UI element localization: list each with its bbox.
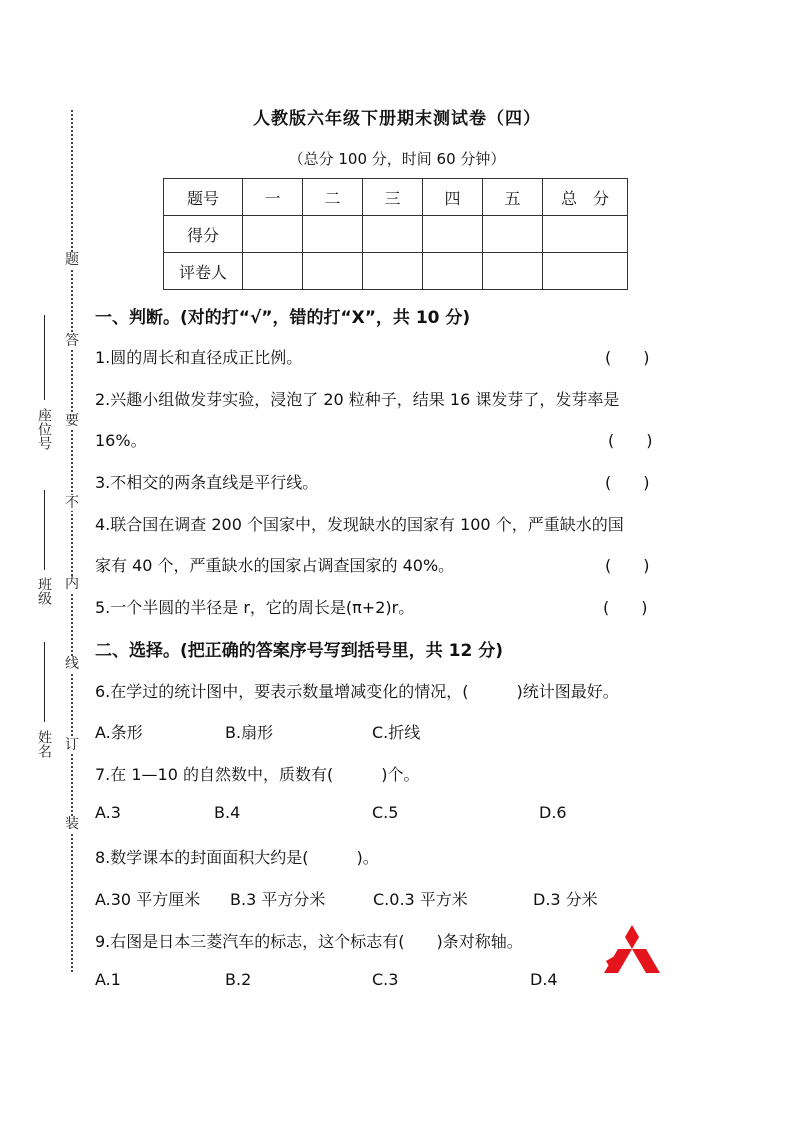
answer-paren[interactable]: ( ) [605,473,650,492]
question-text: 4.联合国在调查 200 个国家中，发现缺水的国家有 100 个，严重缺水的国 [95,515,624,534]
option-d: D.3 分米 [533,890,598,909]
binding-dotted-line [71,110,73,972]
score-input-cell[interactable] [543,216,628,253]
question-text: 7.在 1—10 的自然数中，质数有( )个。 [95,765,420,784]
question-text: 8.数学课本的封面面积大约是( )。 [95,848,379,867]
page-subtitle: （总分 100 分，时间 60 分钟） [288,150,506,168]
question-text: 家有 40 个，严重缺水的国家占调查国家的 40%。 [95,556,455,575]
option-b: B.4 [214,803,241,822]
margin-char: 答 [65,333,79,349]
table-header-cell: 五 [483,179,543,216]
grader-input-cell[interactable] [543,253,628,290]
mitsubishi-logo-icon [602,925,662,977]
grader-input-cell[interactable] [243,253,303,290]
table-header-cell: 总 分 [543,179,628,216]
score-table [163,178,628,290]
table-header-cell: 四 [423,179,483,216]
row-label-cell: 评卷人 [164,253,243,290]
section-heading: 一、判断。(对的打“√”，错的打“X”，共 10 分) [95,308,471,328]
seat-number-label: 座位号 [36,408,52,450]
question-text: 5.一个半圆的半径是 r，它的周长是(π+2)r。 [95,598,415,617]
table-row [164,253,628,290]
margin-char: 要 [65,413,79,429]
question-text: 9.右图是日本三菱汽车的标志，这个标志有( )条对称轴。 [95,932,523,951]
margin-char: 订 [65,737,79,753]
margin-char: 内 [65,576,79,592]
answer-paren[interactable]: ( ) [603,598,648,617]
question-text: 1.圆的周长和直径成正比例。 [95,348,303,367]
option-c: C.5 [372,803,399,822]
section-heading: 二、选择。(把正确的答案序号写到括号里，共 12 分) [95,641,504,661]
option-d: D.6 [539,803,567,822]
row-label-cell: 得分 [164,216,243,253]
option-c: C.0.3 平方米 [373,890,468,909]
class-line [44,490,45,570]
answer-paren[interactable]: ( ) [605,556,650,575]
table-row [164,179,628,216]
option-a: A.3 [95,803,121,822]
answer-paren[interactable]: ( ) [608,431,653,450]
class-label: 班级 [36,577,52,605]
margin-char: 题 [65,252,79,268]
margin-char: 不 [65,495,79,511]
option-a: A.30 平方厘米 [95,890,201,909]
question-text: 16%。 [95,431,147,450]
name-line [44,642,45,722]
option-b: B.2 [225,970,252,989]
option-a: A.条形 [95,723,143,742]
score-input-cell[interactable] [423,216,483,253]
option-c: C.3 [372,970,399,989]
option-c: C.折线 [372,723,421,742]
table-header-cell: 题号 [164,179,243,216]
margin-char: 装 [65,816,79,832]
table-header-cell: 一 [243,179,303,216]
option-b: B.扇形 [225,723,274,742]
score-input-cell[interactable] [243,216,303,253]
name-label: 姓名 [36,730,52,758]
table-header-cell: 二 [303,179,363,216]
score-input-cell[interactable] [483,216,543,253]
grader-input-cell[interactable] [363,253,423,290]
grader-input-cell[interactable] [483,253,543,290]
page-title: 人教版六年级下册期末测试卷（四） [253,109,541,129]
score-input-cell[interactable] [303,216,363,253]
answer-paren[interactable]: ( ) [605,348,650,367]
seat-number-line [44,315,45,400]
question-text: 6.在学过的统计图中，要表示数量增减变化的情况，( )统计图最好。 [95,682,619,701]
table-header-cell: 三 [363,179,423,216]
grader-input-cell[interactable] [303,253,363,290]
question-text: 3.不相交的两条直线是平行线。 [95,473,319,492]
option-a: A.1 [95,970,121,989]
option-b: B.3 平方分米 [230,890,326,909]
table-row [164,216,628,253]
score-input-cell[interactable] [363,216,423,253]
question-text: 2.兴趣小组做发芽实验，浸泡了 20 粒种子，结果 16 课发芽了，发芽率是 [95,390,620,409]
grader-input-cell[interactable] [423,253,483,290]
margin-char: 线 [65,656,79,672]
option-d: D.4 [530,970,558,989]
